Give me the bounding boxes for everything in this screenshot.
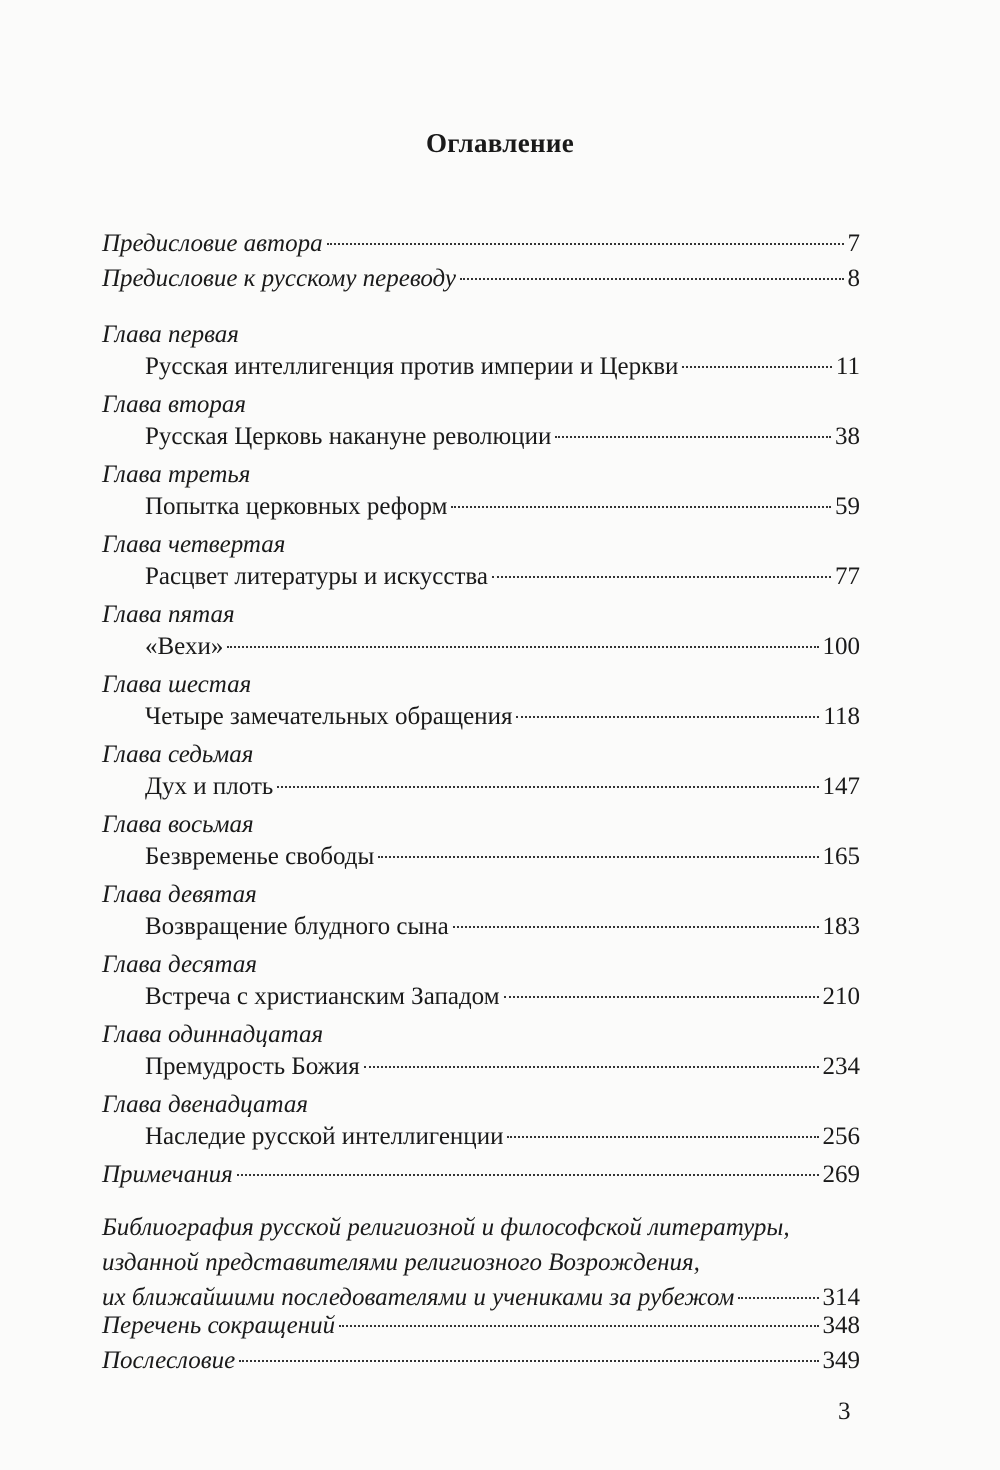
toc-entry-page: 7 [847,230,860,257]
chapter-heading: Глава пятая [102,601,235,628]
leader-dots [451,506,831,508]
chapter-heading: Глава четвертая [102,531,286,558]
toc-entry-page: 183 [822,913,860,940]
toc-entry-page: 118 [823,703,860,730]
bibliography-line: Библиография русской религиозной и философской литературы, [102,1214,790,1241]
toc-entry-title: Наследие русской интеллигенции [145,1123,504,1150]
toc-entry-page: 59 [835,493,860,520]
leader-dots [237,1174,819,1176]
toc-entry-page: 256 [822,1123,860,1150]
toc-entry-chapter-11[interactable] [145,1050,860,1084]
toc-entry-afterword[interactable] [102,1344,860,1378]
toc-entry-translation-preface[interactable] [102,262,860,296]
toc-entry-chapter-12[interactable] [145,1120,860,1154]
chapter-heading: Глава шестая [102,671,252,698]
toc-entry-title: Перечень сокращений [102,1312,336,1339]
leader-dots [339,1325,818,1327]
toc-entry-chapter-9[interactable] [145,910,860,944]
toc-entry-page: 147 [822,773,860,800]
chapter-heading: Глава восьмая [102,811,254,838]
toc-entry-chapter-2[interactable] [145,420,860,454]
leader-dots [738,1297,818,1299]
toc-entry-chapter-1[interactable] [145,350,860,384]
toc-entry-abbreviations[interactable] [102,1309,860,1343]
toc-entry-title: Четыре замечательных обращения [145,703,513,730]
toc-entry-title: Премудрость Божия [145,1053,360,1080]
toc-entry-chapter-4[interactable] [145,560,860,594]
chapter-heading: Глава девятая [102,881,257,908]
toc-entry-title: Расцвет литературы и искусства [145,563,488,590]
toc-entry-chapter-10[interactable] [145,980,860,1014]
toc-entry-title: Предисловие автора [102,230,323,257]
toc-entry-page: 8 [847,265,860,292]
bibliography-line: их ближайшими последователями и учениками за рубежом [102,1284,735,1311]
toc-entry-author-preface[interactable] [102,227,860,261]
leader-dots [682,366,831,368]
chapter-heading: Глава одиннадцатая [102,1021,324,1048]
toc-entry-title: Русская Церковь накануне революции [145,423,552,450]
chapter-heading: Глава десятая [102,951,257,978]
leader-dots [492,576,831,578]
toc-entry-title: Безвременье свободы [145,843,375,870]
toc-entry-page: 314 [822,1284,860,1311]
toc-entry-title: Встреча с христианским Западом [145,983,500,1010]
toc-entry-title: «Вехи» [145,633,224,660]
toc-entry-page: 77 [835,563,860,590]
toc-entry-page: 210 [822,983,860,1010]
toc-entry-title: Предисловие к русскому переводу [102,265,456,292]
toc-entry-chapter-3[interactable] [145,490,860,524]
leader-dots [239,1360,818,1362]
toc-entry-title: Примечания [102,1161,233,1188]
chapter-heading: Глава третья [102,461,251,488]
leader-dots [277,786,818,788]
page-number: 3 [838,1398,851,1425]
leader-dots [227,646,818,648]
bibliography-line: изданной представителями религиозного Возрождения, [102,1249,700,1276]
toc-entry-chapter-5[interactable] [145,630,860,664]
toc-entry-title: Дух и плоть [145,773,274,800]
leader-dots [453,926,819,928]
toc-entry-page: 349 [822,1347,860,1374]
toc-entry-title: Попытка церковных реформ [145,493,448,520]
toc-entry-notes[interactable] [102,1158,860,1192]
toc-entry-title: Послесловие [102,1347,236,1374]
leader-dots [555,436,831,438]
leader-dots [364,1066,819,1068]
toc-entry-title: Возвращение блудного сына [145,913,449,940]
toc-entry-title: Русская интеллигенция против империи и Церкви [145,353,679,380]
chapter-heading: Глава седьмая [102,741,254,768]
leader-dots [504,996,819,998]
chapter-heading: Глава двенадцатая [102,1091,308,1118]
chapter-heading: Глава вторая [102,391,247,418]
page-title: Оглавление [426,128,574,158]
toc-entry-page: 234 [822,1053,860,1080]
toc-entry-bibliography[interactable] [102,1210,860,1315]
toc-entry-chapter-8[interactable] [145,840,860,874]
chapter-heading: Глава первая [102,321,239,348]
toc-entry-chapter-6[interactable] [145,700,860,734]
leader-dots [516,716,819,718]
toc-entry-page: 11 [835,353,860,380]
toc-entry-page: 269 [822,1161,860,1188]
leader-dots [507,1136,818,1138]
toc-entry-page: 100 [822,633,860,660]
leader-dots [327,243,844,245]
toc-entry-page: 165 [822,843,860,870]
toc-entry-page: 348 [822,1312,860,1339]
leader-dots [378,856,818,858]
toc-entry-page: 38 [835,423,860,450]
leader-dots [460,278,844,280]
toc-entry-chapter-7[interactable] [145,770,860,804]
